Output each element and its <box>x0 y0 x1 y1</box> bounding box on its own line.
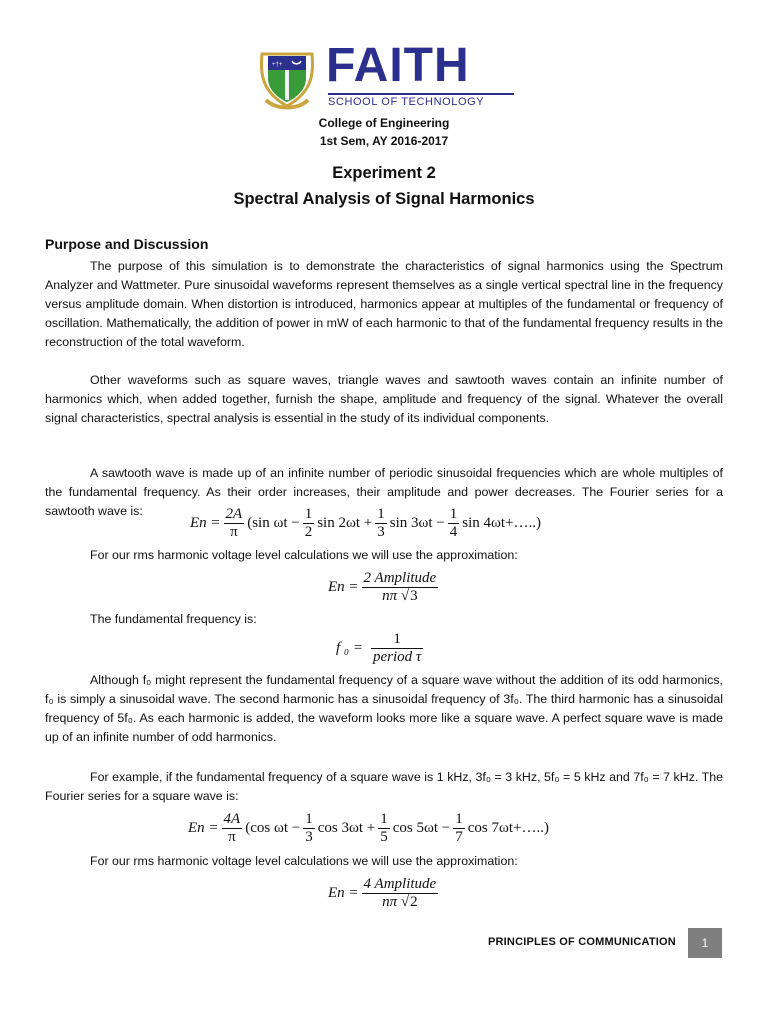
paragraph-sawtooth: A sawtooth wave is made up of an infinite number of periodic sinusoidal frequencies which are whole multiples of the fundamental frequency. As their order increases, their amplitude and power decreases. The Fourier series for a sawtooth wave is: <box>45 466 723 518</box>
equation-fundamental-frequency: f ₀ = $\frac{1}{\text{period τ}}$ <box>336 630 422 665</box>
equation-rms-square: En = $\frac{\text{4 Amplitude}}{n\pi √2}$ <box>328 875 437 910</box>
school-logo <box>256 39 516 114</box>
college-name: College of Engineering <box>318 116 450 130</box>
paragraph-square-example: For example, if the fundamental frequency of a square wave is 1 kHz, 3f₀ = 3 kHz, 5f₀ = 5 kHz and 7f₀ = 7 kHz. The Fourier series for a square wave is: <box>45 770 723 803</box>
paragraph-waveforms: Other waveforms such as square waves, triangle waves and sawtooth waves contain an infinite number of harmonics which, when added together, furnish the shape, amplitude and frequency of the signal. Whatever the overall signal characteristics, spectral analysis is essential in the study of its individual components. <box>45 373 723 425</box>
page-number-badge: 1 <box>688 928 722 958</box>
equation-rms-sawtooth: En = $\frac{\text{2 Amplitude}}{n\pi √3}$ <box>328 569 437 604</box>
paragraph-rms-sawtooth: For our rms harmonic voltage level calculations we will use the approximation: <box>90 548 518 562</box>
logo-wordmark: FAITH <box>326 39 470 92</box>
logo-divider <box>328 93 514 95</box>
crest-icon <box>256 44 318 112</box>
svg-text:+†+: +†+ <box>272 62 283 68</box>
experiment-number: Experiment 2 <box>332 164 436 182</box>
paragraph-purpose: The purpose of this simulation is to demonstrate the characteristics of signal harmonics using the Spectrum Analyzer and Wattmeter. Pure sinusoidal waveforms represent themselves as a single vertical spectral line in the frequency versus amplitude domain. When distortion is introduced, harmonics appear at multiples of the fundamental or frequency of oscillation. Mathematically, the addition of power in mW of each harmonic to that of the fundamental frequency results in the reconstruction of the total waveform. <box>45 259 723 349</box>
paragraph-fundamental: The fundamental frequency is: <box>90 612 257 626</box>
section-heading: Purpose and Discussion <box>45 236 209 252</box>
paragraph-square-harmonics: Although f₀ might represent the fundamental frequency of a square wave without the addition of its odd harmonics, f₀ is simply a sinusoidal wave. The second harmonic has a sinusoidal frequency of 3f₀. The third harmonic has a sinusoidal frequency of 5f₀. As each harmonic is added, the waveform looks more like a square wave. A perfect square wave is made up of an infinite number of odd harmonics. <box>45 673 723 744</box>
experiment-title: Spectral Analysis of Signal Harmonics <box>233 190 535 208</box>
logo-subtitle: SCHOOL OF TECHNOLOGY <box>328 96 485 108</box>
footer-course-title: PRINCIPLES OF COMMUNICATION <box>488 936 676 948</box>
semester-label: 1st Sem, AY 2016-2017 <box>319 134 449 148</box>
equation-square-series: En = $\frac{4A}{\pi}$ (cos ωt − $\frac{1}{3}$ cos 3ωt + $\frac{1}{5}$ cos 5ωt − $\frac{1}{7}$ cos 7ωt+…..) <box>188 810 549 845</box>
equation-sawtooth-series: En = $\frac{2A}{\pi}$ (sin ωt − $\frac{1}{2}$ sin 2ωt + $\frac{1}{3}$ sin 3ωt − $\frac{1}{4}$ sin 4ωt+…..) <box>190 505 541 540</box>
paragraph-rms-square: For our rms harmonic voltage level calculations we will use the approximation: <box>90 854 518 868</box>
